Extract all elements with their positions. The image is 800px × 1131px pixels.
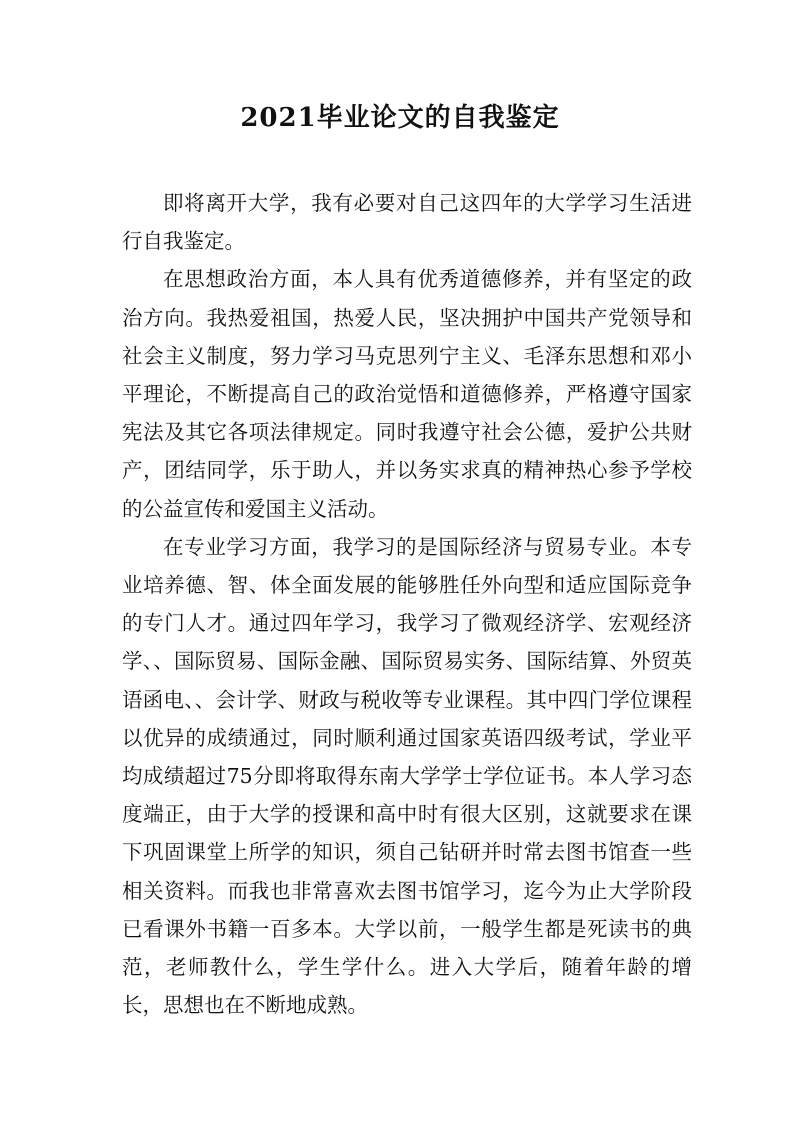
paragraph-intro: 即将离开大学，我有必要对自己这四年的大学学习生活进行自我鉴定。 <box>122 191 692 254</box>
document-title: 2021毕业论文的自我鉴定 <box>240 103 560 133</box>
paragraph-political: 在思想政治方面，本人具有优秀道德修养，并有坚定的政治方向。我热爱祖国，热爱人民，坚决拥护中国共产党领导和社会主义制度，努力学习马克思列宁主义、毛泽东思想和邓小平理论，不断提高自己的政治觉悟和道德修养，严格遵守国家宪法及其它各项法律规定。同时我遵守社会公德，爱护公共财产，团结同学，乐于助人，并以务实求真的精神热心参予学校的公益宣传和爱国主义活动。 <box>122 267 692 521</box>
paragraph-academic: 在专业学习方面，我学习的是国际经济与贸易专业。本专业培养德、智、体全面发展的能够胜任外向型和适应国际竞争的专门人才。通过四年学习，我学习了微观经济学、宏观经济学、、国际贸易、国际金融、国际贸易实务、国际结算、外贸英语函电、、会计学、财政与税收等专业课程。其中四门学位课程以优异的成绩通过，同时顺利通过国家英语四级考试，学业平均成绩超过75分即将取得东南大学学士学位证书。本人学习态度端正，由于大学的授课和高中时有很大区别，这就要求在课下巩固课堂上所学的知识，须自己钻研并时常去图书馆查一些相关资料。而我也非常喜欢去图书馆学习，迄今为止大学阶段已看课外书籍一百多本。大学以前，一般学生都是死读书的典范，老师教什么，学生学什么。进入大学后，随着年龄的增长，思想也在不断地成熟。 <box>122 534 692 1018</box>
document-body <box>122 184 692 1024</box>
